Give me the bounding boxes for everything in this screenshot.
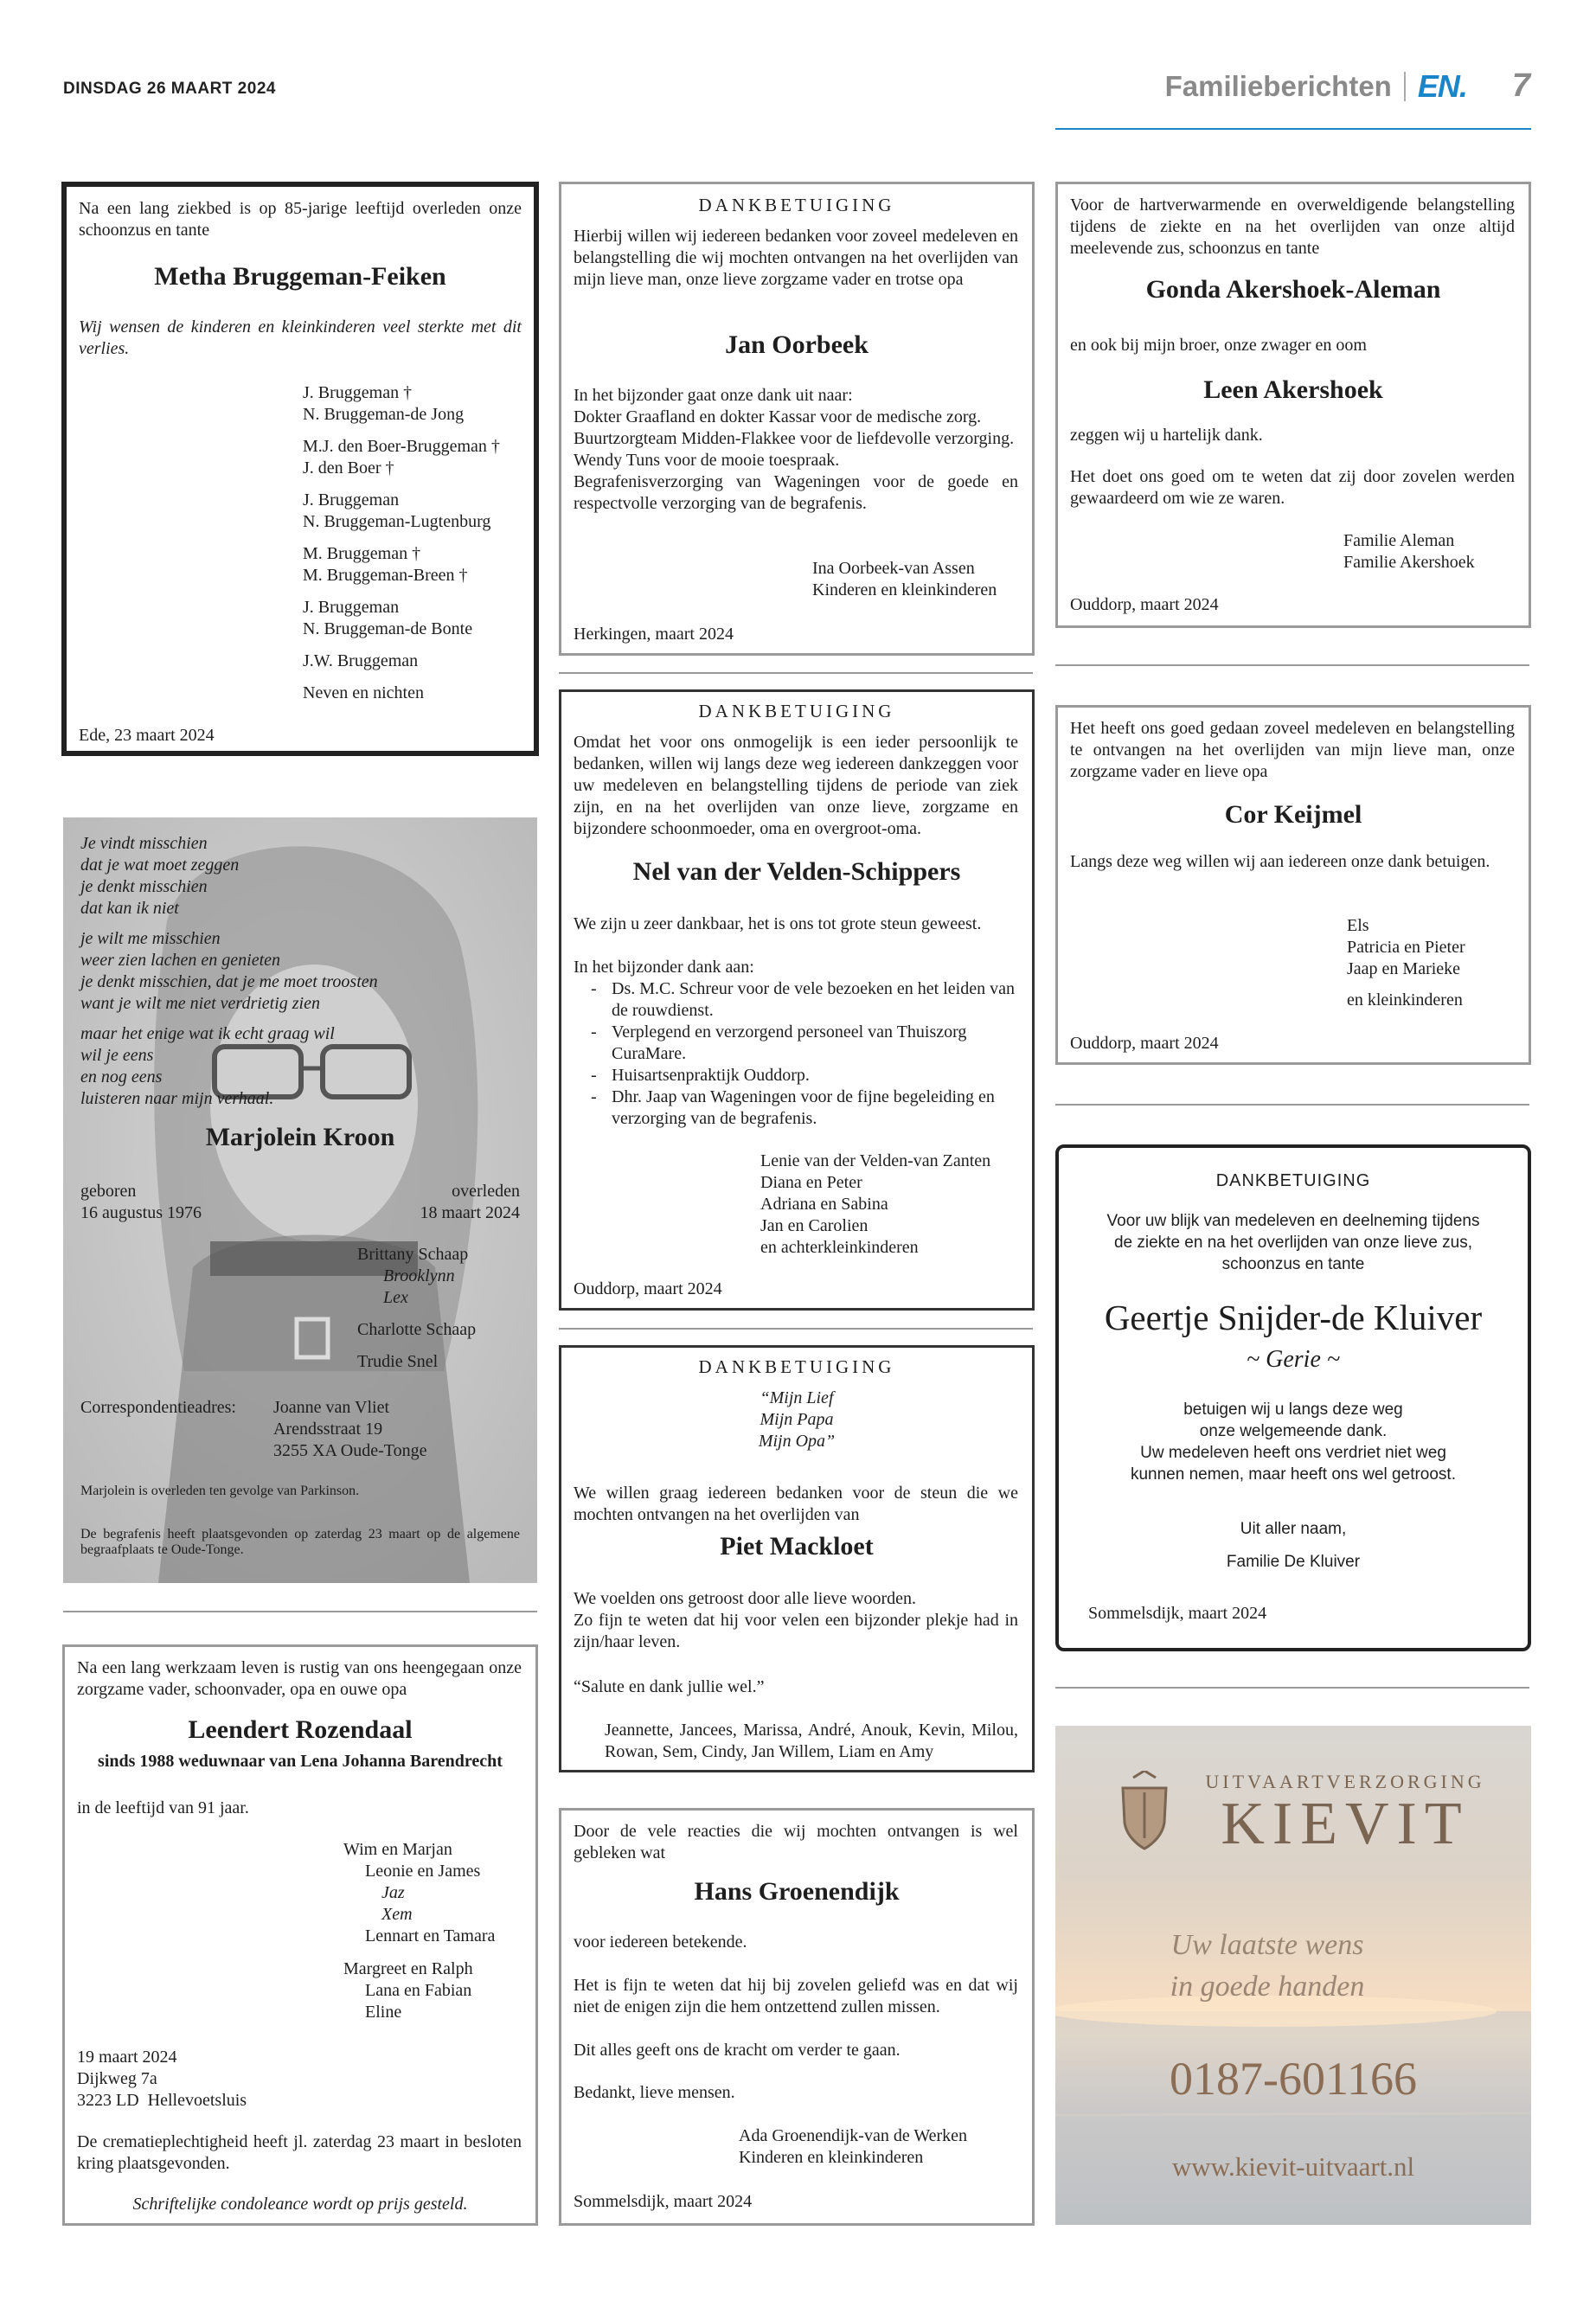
header-rule <box>1055 128 1531 130</box>
notice-intro: Na een lang ziekbed is op 85-jarige leeftijd overleden onze schoonzus en tante <box>79 199 522 240</box>
notice-body: betuigen wij u langs deze weg onze welgemeende dank. Uw medeleven heeft ons verdriet niet weg kunnen nemen, maar heeft ons wel getroost. <box>1130 1400 1456 1484</box>
family-entry: J. Bruggeman N. Bruggeman-de Bonte <box>303 598 473 638</box>
place-date: Ouddorp, maart 2024 <box>1070 595 1219 614</box>
header-divider <box>1404 72 1406 101</box>
notice-gonda-akershoek <box>1055 182 1531 628</box>
newspaper-logo[interactable]: EN. <box>1417 67 1467 104</box>
deceased-name: Leen Akershoek <box>1203 375 1383 404</box>
notice-intro: Door de vele reacties die wij mochten ontvangen is wel gebleken wat <box>574 1822 1018 1862</box>
column-rule <box>1055 664 1529 666</box>
place-date: Sommelsdijk, maart 2024 <box>1088 1604 1267 1623</box>
age-line: in de leeftijd van 91 jaar. <box>77 1798 249 1817</box>
advert-slogan: Uw laatste wens in goede handen <box>1170 1929 1365 2003</box>
list-item: - Huisartsenpraktijk Ouddorp. <box>574 1065 1018 1086</box>
advert-company-name: KIEVIT <box>1221 1791 1470 1857</box>
place-date: Herkingen, maart 2024 <box>574 625 734 644</box>
deceased-name: Gonda Akershoek-Aleman <box>1145 275 1441 304</box>
deceased-name: Piet Mackloet <box>720 1532 874 1561</box>
notice-body: zeggen wij u hartelijk dank. <box>1070 426 1263 445</box>
notice-note: Marjolein is overleden ten gevolge van Parkinson. <box>80 1484 360 1498</box>
notice-intro: Na een lang werkzaam leven is rustig van ons heengegaan onze zorgzame vader, schoonvader, opa en ouwe opa <box>77 1658 522 1699</box>
deceased-name: Leendert Rozendaal <box>188 1715 413 1744</box>
family-entry: Brooklynn Lex <box>383 1266 455 1307</box>
condolence-note: Schriftelijke condoleance wordt op prijs gesteld. <box>132 2195 468 2214</box>
header-right <box>1165 67 1530 105</box>
notice-body: Bedankt, lieve mensen. <box>574 2083 735 2102</box>
notice-body: Dit alles geeft ons de kracht om verder te gaan. <box>574 2041 901 2060</box>
notice-body: Langs deze weg willen wij aan iedereen onze dank betuigen. <box>1070 852 1490 871</box>
notice-nel-van-der-velden <box>559 689 1035 1311</box>
column-rule <box>63 1611 537 1612</box>
ceremony-note: De crematieplechtigheid heeft jl. zaterdag 23 maart in besloten kring plaatsgevonden. <box>77 2132 522 2173</box>
deceased-name: Hans Groenendijk <box>694 1877 900 1906</box>
section-title: Familieberichten <box>1164 69 1392 102</box>
notice-special: In het bijzonder dank aan: <box>574 958 754 977</box>
notice-piet-mackloet <box>559 1345 1035 1772</box>
notice-note: De begrafenis heeft plaatsgevonden op zaterdag 23 maart op de algemene begraafplaats te Oude-Tonge. <box>80 1527 520 1557</box>
notice-cor-keijmel <box>1055 705 1531 1065</box>
notice-signature: Familie Aleman Familie Akershoek <box>1343 531 1475 572</box>
deceased-subtitle: sinds 1988 weduwnaar van Lena Johanna Barendrecht <box>98 1752 503 1771</box>
family-entry: M.J. den Boer-Bruggeman † J. den Boer † <box>303 437 500 478</box>
deceased-name: Nel van der Velden-Schippers <box>632 857 961 886</box>
family-entry: J. Bruggeman † N. Bruggeman-de Jong <box>303 383 465 424</box>
notice-hans-groenendijk <box>559 1808 1035 2226</box>
notice-signature: Lenie van der Velden-van Zanten Diana en Peter Adriana en Sabina Jan en Carolien en achterkleinkinderen <box>760 1151 991 1257</box>
deceased-name: Marjolein Kroon <box>205 1123 395 1151</box>
notice-signature: Ada Groenendijk-van de Werken Kinderen en kleinkinderen <box>739 2126 968 2167</box>
poem-stanza: Je vindt misschien dat je wat moet zeggen je denkt misschien dat kan ik niet <box>80 834 240 918</box>
place-date: Sommelsdijk, maart 2024 <box>574 2192 753 2211</box>
notice-body: Het is fijn te weten dat hij bij zovelen geliefd was en dat wij niet de enigen zijn die hem ontzettend zullen missen. <box>574 1976 1018 2016</box>
place-date: Ouddorp, maart 2024 <box>574 1279 722 1298</box>
poem-stanza: je wilt me misschien weer zien lachen en genieten je denkt misschien, dat je me moet troosten want je wilt me niet verdrietig zien <box>80 929 378 1013</box>
address-block: 19 maart 2024 Dijkweg 7a 3223 LD Hellevoetsluis <box>77 2048 247 2110</box>
family-entry: Margreet en Ralph Lana en Fabian Eline <box>343 1959 473 2022</box>
advert-website-link[interactable]: www.kievit-uitvaart.nl <box>1171 2151 1415 2182</box>
notice-body: We voelden ons getroost door alle lieve woorden. Zo fijn te weten dat hij voor velen een bijzonder plekje had in zijn/haar leven. <box>574 1589 1018 1651</box>
notice-title: DANKBETUIGING <box>698 701 895 721</box>
column-rule <box>559 1328 1033 1330</box>
deceased-name: Cor Keijmel <box>1224 800 1362 829</box>
place-date: Ede, 23 maart 2024 <box>79 726 215 745</box>
notice-signature: Uit aller naam, <box>1240 1520 1347 1538</box>
column-rule <box>1055 1104 1529 1106</box>
notice-metha-bruggeman <box>61 182 539 756</box>
notice-intro: Het heeft ons goed gedaan zoveel medeleven en belangstelling te ontvangen na het overlijden van mijn lieve man, onze zorgzame vader en lieve opa <box>1070 719 1515 781</box>
family-entry: Jaz Xem <box>381 1883 413 1924</box>
column-rule <box>559 672 1033 674</box>
family-entry: J. Bruggeman N. Bruggeman-Lugtenburg <box>303 490 491 531</box>
advert-company-top: UITVAARTVERZORGING <box>1205 1771 1485 1792</box>
notice-intro: Voor de hartverwarmende en overweldigende belangstelling tijdens de ziekte en na het overlijden van onze altijd meelevende zus, schoonzus en tante <box>1070 195 1515 258</box>
notice-title: DANKBETUIGING <box>698 195 895 215</box>
born-date: geboren 16 augustus 1976 <box>80 1182 202 1222</box>
notice-title: DANKBETUIGING <box>698 1356 895 1377</box>
family-entry: M. Bruggeman † M. Bruggeman-Breen † <box>303 544 468 585</box>
notice-geertje-snijder <box>1055 1144 1531 1651</box>
notice-intro: We willen graag iedereen bedanken voor de steun die we mochten ontvangen na het overlijden van <box>574 1484 1018 1524</box>
family-entry: Brittany Schaap <box>357 1245 469 1264</box>
notice-intro: Voor uw blijk van medeleven en deelneming tijdens de ziekte en na het overlijden van onze lieve zus, schoonzus en tante <box>1106 1212 1480 1273</box>
thanks-list <box>574 978 1018 1130</box>
deceased-name: Jan Oorbeek <box>725 330 869 359</box>
notice-signature: Familie De Kluiver <box>1226 1553 1361 1571</box>
correspondence-address: Joanne van Vliet Arendsstraat 19 3255 XA Oude-Tonge <box>273 1398 427 1460</box>
deceased-nickname: ~ Gerie ~ <box>1246 1346 1341 1373</box>
place-date: Ouddorp, maart 2024 <box>1070 1034 1219 1053</box>
notice-body: Het doet ons goed om te weten dat zij door zovelen werden gewaardeerd om wie ze waren. <box>1070 467 1515 508</box>
notice-marjolein-kroon <box>63 817 537 1583</box>
deceased-name: Geertje Snijder-de Kluiver <box>1104 1298 1483 1337</box>
family-entry: J.W. Bruggeman <box>303 651 419 670</box>
notice-intro: Omdat het voor ons onmogelijk is een ieder persoonlijk te bedanken, willen wij langs deze weg iedereen dankzeggen voor uw medeleven en belangstelling tijdens de periode van ziek zijn, en na het overlijden van onze lieve, zorgzame en bijzondere schoonmoeder, oma en overgroot-oma. <box>574 733 1018 838</box>
notice-jan-oorbeek <box>559 182 1035 656</box>
notice-body: voor iedereen betekende. <box>574 1932 747 1952</box>
notice-signature: en kleinkinderen <box>1347 990 1463 1009</box>
notice-signature: Els Patricia en Pieter Jaap en Marieke <box>1347 916 1465 978</box>
notice-intro: Hierbij willen wij iedereen bedanken voor zoveel medeleven en belangstelling die wij mochten ontvangen na het overlijden van mijn lieve man, onze lieve zorgzame vader en trotse opa <box>574 227 1018 289</box>
notice-title: DANKBETUIGING <box>1215 1171 1371 1190</box>
correspondence-label: Correspondentieadres: <box>80 1398 236 1417</box>
notice-wish: Wij wensen de kinderen en kleinkinderen veel sterkte met dit verlies. <box>79 317 522 358</box>
notice-leendert-rozendaal <box>62 1644 538 2226</box>
issue-date: DINSDAG 26 MAART 2024 <box>63 80 276 98</box>
died-date: overleden 18 maart 2024 <box>420 1182 520 1222</box>
family-entry: Lennart en Tamara <box>343 1926 496 1945</box>
page-number: 7 <box>1511 67 1530 104</box>
notice-quote: “Mijn Lief Mijn Papa Mijn Opa” <box>758 1388 836 1451</box>
deceased-name: Metha Bruggeman-Feiken <box>154 262 446 291</box>
advert-phone[interactable]: 0187-601166 <box>1170 2053 1417 2105</box>
notice-body: In het bijzonder gaat onze dank uit naar: Dokter Graafland en dokter Kassar voor de medische zorg. Buurtzorgteam Midden-Flakkee voor de liefdevolle verzorging. Wendy Tuns voor de mooie toespraak. Begrafenisverzorging van Wageningen voor de goede en respectvolle verzorging van de begrafenis. <box>574 386 1018 513</box>
family-entry: Neven en nichten <box>303 683 424 702</box>
family-entry: Trudie Snel <box>357 1352 439 1371</box>
list-item: - Ds. M.C. Schreur voor de vele bezoeken en het leiden van de rouwdienst. <box>574 978 1018 1022</box>
notice-signature: Jeannette, Jancees, Marissa, André, Anouk, Kevin, Milou, Rowan, Sem, Cindy, Jan Willem, Liam en Amy <box>605 1721 1018 1761</box>
notice-salute: “Salute en dank jullie wel.” <box>574 1677 765 1696</box>
family-entry: Charlotte Schaap <box>357 1320 477 1339</box>
list-item: - Dhr. Jaap van Wageningen voor de fijne begeleiding en verzorging van de begrafenis. <box>574 1086 1018 1130</box>
advert-kievit[interactable] <box>1055 1726 1531 2225</box>
family-entry: Wim en Marjan Leonie en James <box>343 1840 481 1881</box>
notice-body: en ook bij mijn broer, onze zwager en oom <box>1070 336 1367 355</box>
list-item: - Verplegend en verzorgend personeel van Thuiszorg CuraMare. <box>574 1022 1018 1065</box>
notice-signature: Ina Oorbeek-van Assen Kinderen en kleinkinderen <box>812 559 997 599</box>
column-rule <box>1055 1687 1529 1689</box>
poem-stanza: maar het enige wat ik echt graag wil wil je eens en nog eens luisteren naar mijn verhaal. <box>80 1024 335 1108</box>
notice-thanks: We zijn u zeer dankbaar, het is ons tot grote steun geweest. <box>574 914 982 933</box>
